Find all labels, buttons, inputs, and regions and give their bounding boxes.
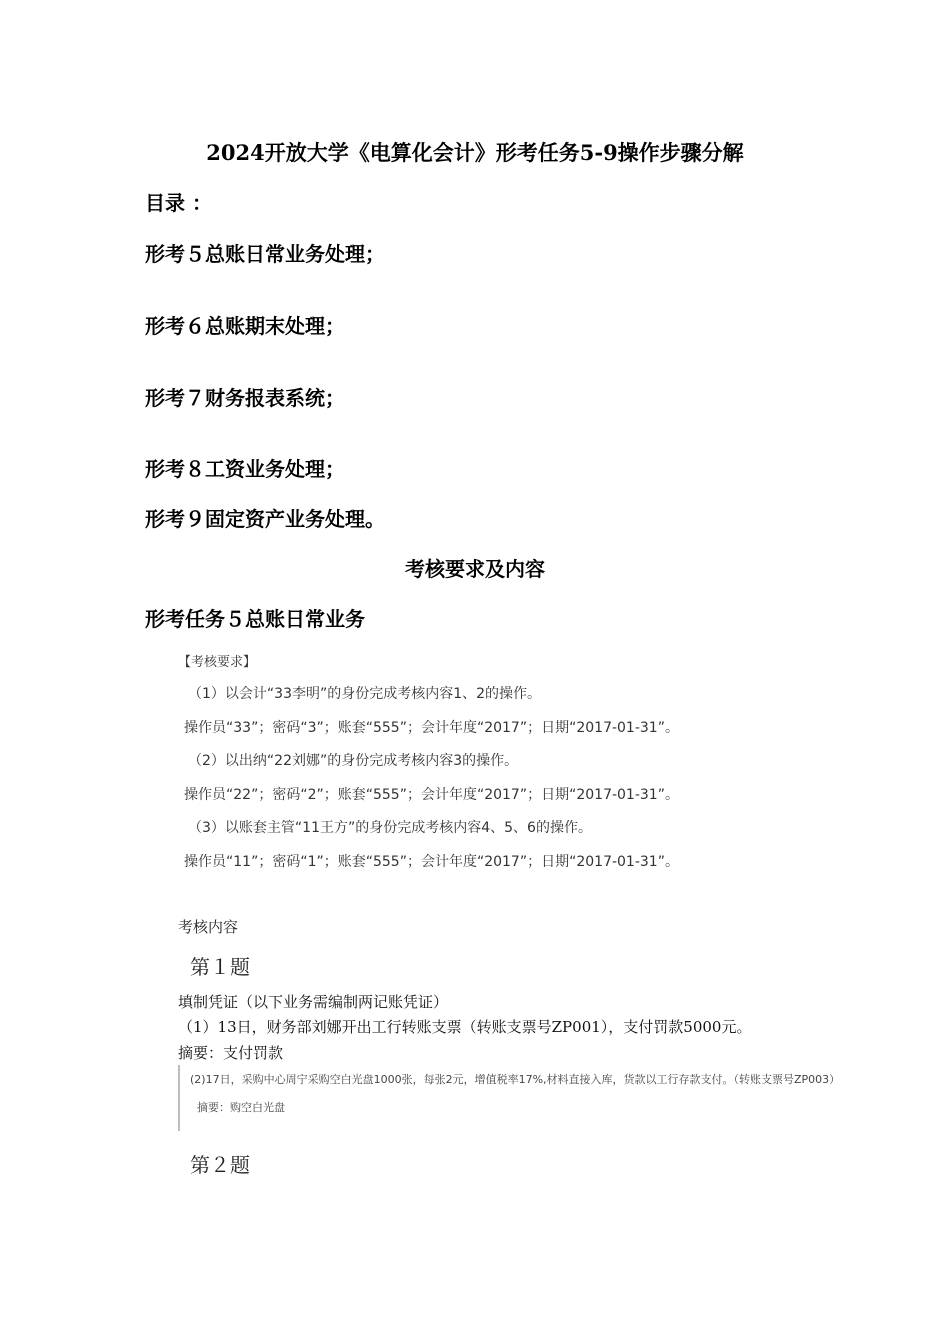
quote-line: 摘要：购空白光盘 (197, 1101, 285, 1114)
requirement-line: 操作员“11”；密码“1”；账套“555”；会计年度“2017”；日期“2017-01-31”。 (184, 854, 679, 870)
task-heading: 形考任务５总账日常业务 (145, 607, 365, 631)
requirement-line: 操作员“22”；密码“2”；账套“555”；会计年度“2017”；日期“2017-01-31”。 (184, 787, 679, 803)
toc-item: 形考８工资业务处理； (145, 457, 345, 481)
requirement-line: （3）以账套主管“11王方”的身份完成考核内容4、5、6的操作。 (188, 820, 592, 836)
requirement-line: （2）以出纳“22刘娜”的身份完成考核内容3的操作。 (188, 753, 519, 769)
page-title: 2024开放大学《电算化会计》形考任务5-9操作步骤分解 (206, 140, 744, 165)
body-line: 填制凭证（以下业务需编制两记账凭证） (178, 993, 449, 1011)
toc-item: 形考７财务报表系统； (145, 386, 345, 410)
toc-item: 形考９固定资产业务处理。 (145, 507, 385, 531)
toc-item: 形考５总账日常业务处理； (145, 242, 385, 266)
toc-item: 形考６总账期末处理； (145, 314, 345, 338)
toc-label: 目录 ： (145, 191, 212, 215)
body-line: （1）13日，财务部刘娜开出工行转账支票（转账支票号ZP001），支付罚款5000元。 (178, 1018, 752, 1036)
requirements-header: 【考核要求】 (178, 655, 257, 670)
requirement-line: 操作员“33”；密码“3”；账套“555”；会计年度“2017”；日期“2017-01-31”。 (184, 720, 679, 736)
body-line: 摘要：支付罚款 (178, 1044, 284, 1062)
requirement-line: （1）以会计“33李明”的身份完成考核内容1、2的操作。 (188, 686, 542, 702)
question-heading: 第２题 (190, 1153, 250, 1177)
section-heading: 考核要求及内容 (405, 557, 545, 581)
quoted-screenshot (178, 1065, 844, 1131)
content-label: 考核内容 (178, 918, 239, 936)
question-heading: 第１题 (190, 955, 250, 979)
quote-line: (2)17日，采购中心周宁采购空白光盘1000张，每张2元，增值税率17%,材料直接入库，货款以工行存款支付。（转账支票号ZP003） (190, 1073, 841, 1086)
requirements-image (178, 645, 798, 885)
